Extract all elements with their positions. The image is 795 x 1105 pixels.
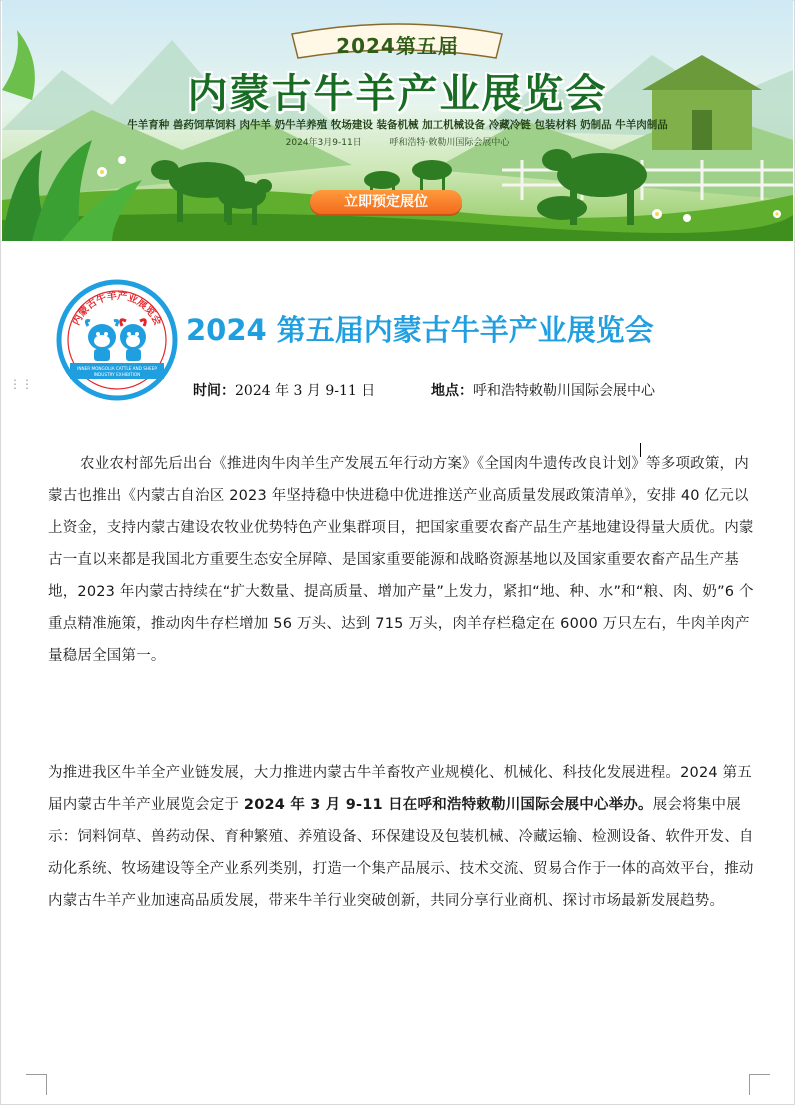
logo-english-line2: INDUSTRY EXHIBITION <box>93 372 141 377</box>
page-corner-marker-left <box>26 1074 47 1095</box>
time-value: 2024 年 3 月 9-11 日 <box>235 383 376 399</box>
time-line <box>193 380 375 400</box>
page-corner-marker-right <box>749 1074 770 1095</box>
place-label: 地点： <box>431 383 473 399</box>
document-title: 2024 第五届内蒙古牛羊产业展览会 <box>186 313 654 347</box>
banner-edition: 2024第五届 <box>336 34 459 58</box>
place-value: 呼和浩特敕勒川国际会展中心 <box>473 383 655 399</box>
banner-date: 2024年3月9-11日 <box>285 138 362 148</box>
paragraph-2[interactable] <box>48 757 758 917</box>
paragraph-2-bold: 2024 年 3 月 9-11 日在呼和浩特敕勒川国际会展中心举办。 <box>243 797 653 813</box>
time-label: 时间： <box>193 383 235 399</box>
banner-title: 内蒙古牛羊产业展览会 <box>187 71 608 117</box>
banner-meta <box>2 135 793 148</box>
paragraph-2-part-2: 展会将集中展示：饲料饲草、兽药动保、育种繁殖、养殖设备、环保建设及包装机械、冷藏运输、检测设备、软件开发、自动化系统、牧场建设等全产业系列类别，打造一个集产品展示、技术交流、贸易合作于一体的高效平台，推动内蒙古牛羊产业加速高品质发展，带来牛羊行业突破创新，共同分享行业商机、探讨市场最新发展趋势。 <box>48 797 754 909</box>
drag-handle-icon[interactable]: ⋮⋮ <box>9 377 33 391</box>
logo-arc-text: 内蒙古牛羊产业展览会 <box>71 290 163 328</box>
logo-english-line1: INNER MONGOLIA CATTLE AND SHEEP <box>77 366 157 371</box>
exhibition-banner <box>2 0 793 241</box>
book-booth-button[interactable]: 立即预定展位 <box>310 190 462 214</box>
paragraph-1[interactable]: 农业农村部先后出台《推进肉牛肉羊生产发展五年行动方案》《全国肉牛遗传改良计划》等多项政策，内蒙古也推出《内蒙古自治区 2023 年坚持稳中快进稳中优进推送产业高质量发展政策清单》，安排 40 亿元以上资金，支持内蒙古建设农牧业优势特色产业集群项目，把国家重要农畜产品生产基地建设得量大质优。内蒙古一直以来都是我国北方重要生态安全屏障、是国家重要能源和战略资源基地以及国家重要农畜产品生产基地，2023 年内蒙古持续在“扩大数量、提高质量、增加产量”上发力，紧扣“地、种、水”和“粮、肉、奶”6 个重点精准施策，推动肉牛存栏增加 56 万头、达到 715 万头，肉羊存栏稳定在 6000 万只左右，牛肉羊肉产量稳居全国第一。 <box>48 456 754 664</box>
paragraph-2-part-1: 为推进我区牛羊全产业链发展，大力推进内蒙古牛羊畜牧产业规模化、机械化、科技化发展进程。2024 第五届内蒙古牛羊产业展览会定于 <box>48 765 753 813</box>
exhibition-logo <box>56 279 178 401</box>
place-line <box>431 380 655 400</box>
banner-categories: 牛羊育种 兽药饲草饲料 肉牛羊 奶牛羊养殖 牧场建设 装备机械 加工机械设备 冷藏冷链 包装材料 奶制品 牛羊肉制品 <box>127 119 668 131</box>
banner-venue: 呼和浩特·敕勒川国际会展中心 <box>389 138 510 148</box>
